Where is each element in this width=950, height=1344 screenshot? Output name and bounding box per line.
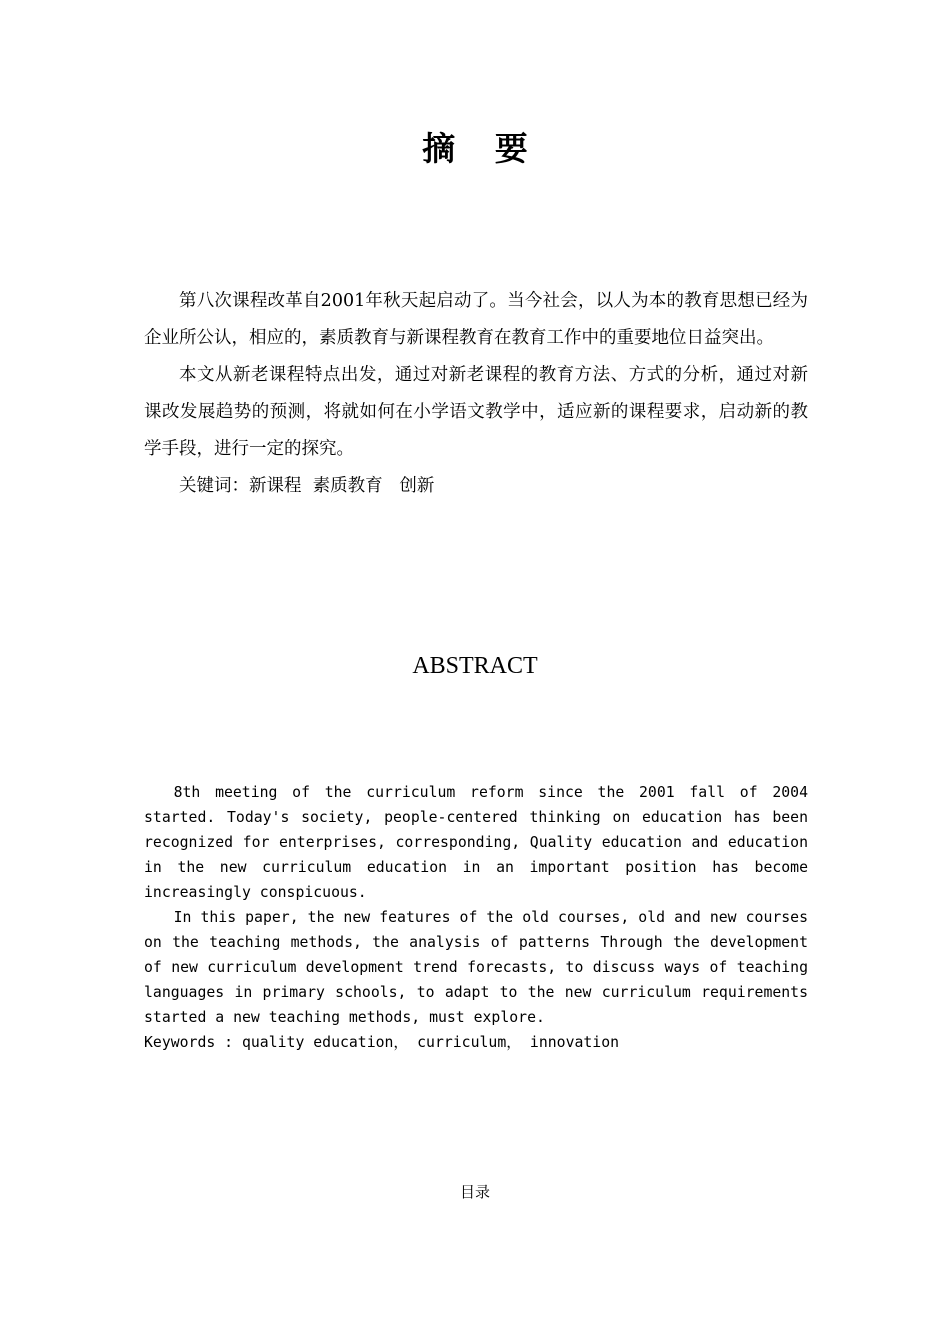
english-keywords: Keywords : quality education， curriculum， innovation bbox=[144, 1034, 620, 1051]
chinese-abstract-paragraph: 本文从新老课程特点出发，通过对新老课程的教育方法、方式的分析，通过对新课改发展趋势的预测，将就如何在小学语文教学中，适应新的课程要求，启动新的教学手段，进行一定的探究。 bbox=[144, 365, 808, 459]
english-abstract-title: ABSTRACT bbox=[412, 653, 538, 679]
english-abstract-paragraph: In this paper, the new features of the old courses, old and new courses on the teaching methods, the analysis of patterns Through the development of new curriculum development trend forecasts, to discuss ways of teaching languages in primary schools, to adapt to the new curriculum requirements started a new teaching methods, must explore. bbox=[144, 909, 808, 1026]
chinese-keywords: 关键词：新课程 素质教育 创新 bbox=[179, 476, 435, 496]
chinese-abstract-body bbox=[144, 283, 808, 505]
table-of-contents-heading: 目录 bbox=[459, 1183, 490, 1201]
chinese-abstract-title: 摘 要 bbox=[422, 129, 542, 168]
english-abstract-paragraph: 8th meeting of the curriculum reform since the 2001 fall of 2004 started. Today's society, people-centered thinking on education has been recognized for enterprises, corresponding, Quality education and education in the new curriculum education in an important position has become increasingly conspicuous. bbox=[144, 784, 808, 901]
chinese-abstract-paragraph: 第八次课程改革自2001年秋天起启动了。当今社会，以人为本的教育思想已经为企业所公认，相应的，素质教育与新课程教育在教育工作中的重要地位日益突出。 bbox=[144, 291, 808, 348]
english-abstract-body bbox=[144, 780, 808, 1055]
